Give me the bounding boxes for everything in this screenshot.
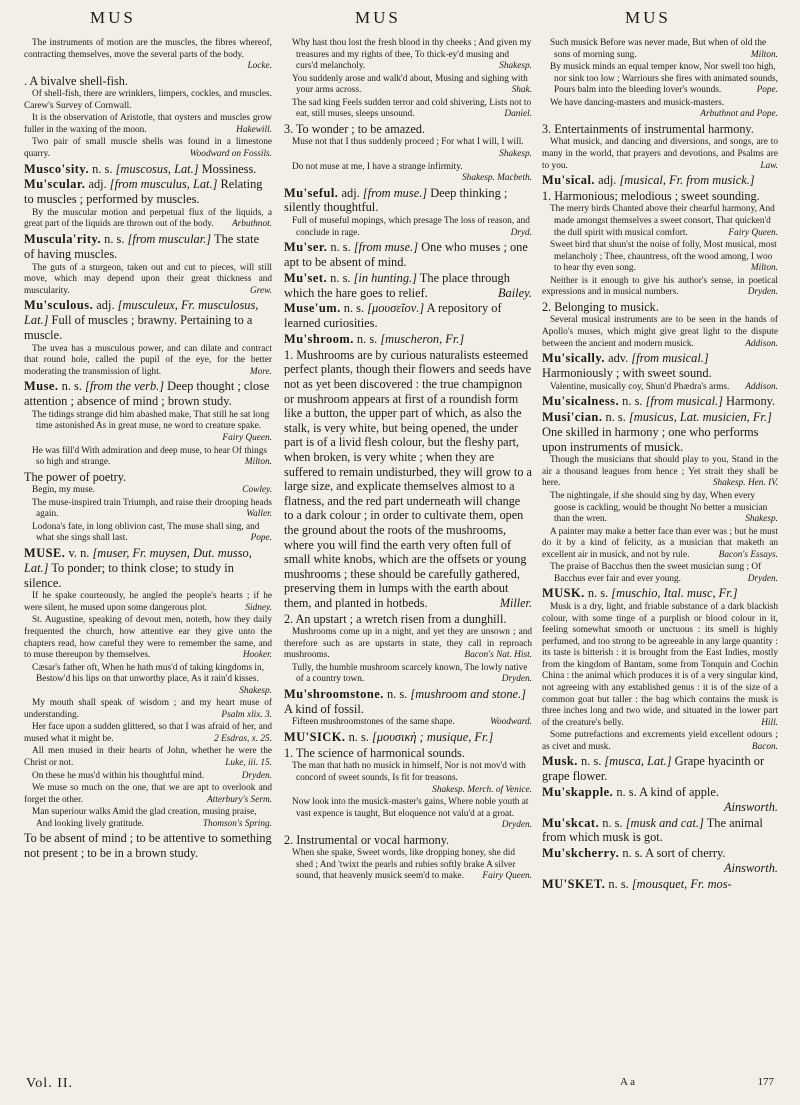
verse-quotation (542, 382, 778, 394)
definition: A sort of cherry. (642, 846, 726, 861)
verse-quotation (284, 848, 532, 883)
header-left: MUS (90, 8, 136, 27)
verse-quotation (542, 38, 778, 61)
quotation-text: The merry birds Chanted above their chearful harmony, And made amongst themselves a sweet consort, That quicken'd the dull spirit with musical comfort. (550, 204, 775, 238)
source-citation: Miller. (499, 595, 532, 610)
source-citation: Bacon. (751, 741, 778, 752)
verse-quotation (284, 74, 532, 97)
definition: Mossiness. (198, 161, 257, 176)
source-citation: Ainsworth. (723, 799, 778, 814)
source-citation: Woodward. (490, 717, 532, 728)
source-citation: Thomson's Spring. (202, 818, 272, 829)
dictionary-entry (24, 177, 272, 207)
definition: One who muses ; one apt to be absent of mind. (284, 240, 528, 270)
source-citation: Hooker. (242, 650, 272, 661)
quotation-text: The tidings strange did him abashed make, That still he sat long time astonished As in great muse, ne word to creature spake. (32, 409, 270, 432)
quotation-text: We have dancing-masters and musick-masters. (550, 97, 725, 108)
source-citation: Dryden. (501, 674, 532, 685)
sense-text: The power of poetry. (24, 469, 127, 484)
grammar-label: n. s. (613, 784, 637, 799)
sense-definition (284, 348, 532, 611)
source-citation: Milton. (244, 457, 272, 468)
dictionary-entry (542, 785, 778, 815)
grammar-label: n. s. (327, 240, 351, 255)
grammar-label: n. s. (605, 876, 629, 891)
quotation-text: Fifteen mushroomstones of the same shape. (292, 717, 455, 728)
definition: One skilled in harmony ; one who performs upon instruments of musick. (542, 424, 759, 454)
quotation-text: Muse not that I thus suddenly proceed ; For what I will, I will. (292, 137, 524, 148)
sense-text: To be absent of mind ; to be attentive to something not present ; to be in a brown study. (24, 831, 272, 860)
headword: Mu'sicalness. (542, 394, 620, 409)
etymology: [muscheron, Fr.] (377, 332, 465, 347)
grammar-label: n. s. (619, 394, 643, 409)
dictionary-entry (24, 298, 272, 342)
sense-text: 1. Mushrooms are by curious naturalists esteemed perfect plants, though their flowers and seeds have not as yet been discovered : the true champignon or mushroom appears at first of a roundish form like a button, the upper part of which, as also the stalk, is very white, but being opened, the under part is of a livid flesh colour, but the fleshy part, when broken, is very white ; when they are suffered to remain undisturbed, they will grow to a large size, and explicate themselves almost to a flatness, and the red part underneath will change to a dark colour ; in order to cultivate them, open the ground about the roots of the mushrooms, where you will find the earth very often full of small white knobs, which are the offsets or young mushrooms ; these should be carefully gathered, preserving them in lumps with the earth about them, and planted in hotbeds. (284, 347, 532, 610)
headword: Mu'sically. (542, 351, 605, 366)
source-citation: Dryd. (510, 227, 532, 238)
headword: Musco'sity. (24, 161, 90, 176)
dictionary-entry (542, 846, 778, 876)
source-citation: Sidney. (245, 602, 272, 613)
grammar-label: n. s. (353, 332, 378, 347)
etymology: [from muse.] (350, 240, 419, 255)
etymology: [muser, Fr. muysen, Dut. musso, Lat.] (24, 545, 252, 575)
quotation-text: A painter may make a better face than ever was ; but he must do it by a kind of felicity, as a musician that maketh an excellent air in musick, and not by rule. (542, 526, 778, 560)
grammar-label: n. s. (345, 730, 369, 745)
prose-quotation (24, 698, 272, 721)
prose-quotation (542, 602, 778, 729)
sense-text: 2. Instrumental or vocal harmony. (284, 832, 450, 847)
grammar-label: adv. (604, 351, 629, 366)
etymology: [mousquet, Fr. mos- (628, 876, 732, 891)
quotation-text: We muse so much on the one, that we are apt to overlook and forget the other. (24, 783, 272, 805)
verse-quotation (542, 62, 778, 97)
source-citation: Psalm xlix. 3. (221, 709, 272, 720)
quotation-text: Such musick Before was never made, But when of old the sons of morning sung. (550, 38, 767, 60)
quotation-text: When she spake, Sweet words, like dropping honey, she did shed ; And 'twixt the pearls and rubies softly brake A silver sound, that heavenly musick seem'd to make. (292, 848, 516, 882)
sense-text: 1. Harmonious; melodious ; sweet sounding. (542, 188, 760, 203)
etymology: [musical, Fr. from musick.] (616, 173, 755, 188)
quotation-text: Musk is a dry, light, and friable substance of a dark blackish colour, with some tinge of a purplish or blood colour in it, feeling somewhat smooth or unctuous : its smell is highly perfumed, and too strong to be agreeable in any large quantity : its taste is bitterish : it is brought from the East Indies, mostly from the kingdom of Bantam, some from Tonquin and Cochin China : the animal which produces it is of a very singular kind, not agreeing with any established genus : it is of the size of a common goat but taller : the bag which contains the musk is three inches long and two wide, and situated in the lower part of the creature's belly. (542, 602, 778, 728)
prose-quotation (24, 38, 272, 73)
grammar-label: adj. (338, 185, 360, 200)
sense-definition (24, 470, 272, 485)
sense-definition (284, 612, 532, 627)
quotation-text: He was fill'd With admiration and deep muse, to hear Of things so high and strange. (32, 445, 268, 468)
quotation-text: Of shell-fish, there are wrinklers, limpers, cockles, and muscles. Carew's Survey of Cornwall. (24, 89, 272, 111)
verse-quotation (284, 98, 532, 121)
prose-quotation (542, 137, 778, 172)
quotation-text: The sad king Feels sudden terror and cold shivering, Lists not to eat, still muses, sleeps unsound. (292, 97, 532, 120)
verse-quotation (284, 663, 532, 686)
quotation-text: The muse-inspired train Triumph, and raise their drooping heads again. (32, 497, 272, 520)
headword: MUSE. (24, 545, 66, 560)
sense-text: 3. To wonder ; to be amazed. (284, 121, 426, 136)
headword: Mu'skapple. (542, 784, 614, 799)
headword: Muse'um. (284, 301, 341, 316)
etymology: [from muscular.] (124, 232, 212, 246)
volume-label: Vol. II. (26, 1076, 74, 1091)
page-number: 177 (757, 1076, 774, 1088)
prose-quotation (24, 783, 272, 806)
quotation-text: Do not muse at me, I have a strange infirmity. (292, 161, 463, 172)
dictionary-entry (284, 301, 532, 331)
source-citation: Cowley. (242, 485, 272, 496)
definition: Deep thinking ; silently thoughtful. (284, 185, 508, 215)
dictionary-entry (24, 232, 272, 262)
quotation-text: The praise of Bacchus then the sweet musician sung ; Of Bacchus ever fair and ever young. (550, 562, 762, 584)
quotation-text: The man that hath no musick in himself, Nor is not mov'd with concord of sweet sounds, Is fit for treasons. (292, 761, 526, 783)
verse-quotation (24, 522, 272, 545)
quotation-text: The instruments of motion are the muscles, the fibres whereof, contracting themselves, move the several parts of the body. (24, 38, 272, 60)
etymology: [from musical.] (642, 394, 723, 409)
headword: MUSK. (542, 586, 585, 601)
prose-quotation (24, 722, 272, 745)
dictionary-entry (284, 687, 532, 717)
source-citation: Grew. (250, 285, 272, 296)
verse-quotation (24, 410, 272, 445)
etymology: [musicus, Lat. musicien, Fr.] (625, 410, 772, 424)
dictionary-entry (542, 351, 778, 381)
etymology: [musk and cat.] (622, 815, 704, 830)
quotation-text: Lodona's fate, in long oblivion cast, The muse shall sing, and what she sings shall last. (32, 521, 260, 544)
etymology: [muscosus, Lat.] (112, 161, 199, 176)
dictionary-entry (542, 754, 778, 784)
quotation-text: Full of museful mopings, which presage The loss of reason, and conclude in rage. (292, 216, 530, 238)
source-citation: Addison. (745, 338, 778, 349)
source-citation: Woodward on Fossils. (189, 148, 272, 159)
signature-mark: A a (620, 1076, 635, 1088)
verse-quotation (24, 446, 272, 469)
source-citation: Shakesp. Macbeth. (462, 173, 532, 184)
dictionary-entry (284, 730, 532, 745)
source-citation: Milton. (750, 49, 778, 60)
definition: Full of muscles ; brawny. Pertaining to a muscle. (24, 313, 253, 342)
source-citation: Shakesp. (499, 148, 532, 159)
headword: Mu'shroom. (284, 332, 354, 347)
quotation-text: St. Augustine, speaking of devout men, noteth, how they daily frequented the church, how attentive ear they give unto the chapters read, how careful they were to remember the same, and to muse thereupon by themselves. (24, 615, 272, 661)
etymology: [from musculus, Lat.] (106, 177, 218, 192)
grammar-label: n. s. (58, 379, 82, 394)
etymology: [mushroom and stone.] (407, 686, 526, 701)
verse-quotation (284, 797, 532, 832)
prose-quotation (284, 627, 532, 662)
quotation-text: Now look into the musick-master's gains, Where noble youth at vast expence is taught, But eloquence not valu'd at a groat. (292, 797, 529, 819)
source-citation: Atterbury's Serm. (207, 794, 272, 805)
definition: Relating to muscles ; performed by muscles. (24, 177, 263, 207)
sense-text: 2. An upstart ; a wretch risen from a dunghill. (284, 611, 507, 626)
dictionary-entry (24, 546, 272, 590)
source-citation: 2 Esdras, x. 25. (214, 733, 272, 744)
prose-quotation (542, 730, 778, 753)
headword: Mu'ser. (284, 240, 328, 255)
dictionary-entry (284, 332, 532, 347)
definition: The state of having muscles. (24, 232, 260, 261)
etymology: [μουσεῖον.] (364, 301, 425, 316)
source-citation: Shakesp. Hen. IV. (712, 478, 778, 489)
quotation-text: Man superiour walks Amid the glad creation, musing praise, And looking lively gratitude. (32, 807, 257, 829)
headword: Mu'skcat. (542, 815, 600, 830)
quotation-text: Several musical instruments are to be seen in the hands of Apollo's muses, which might give great light to the dispute between the ancient and modern musick. (542, 315, 778, 349)
quotation-text: Cæsar's father oft, When he hath mus'd of taking kingdoms in, Bestow'd his lips on that unworthy place, As it rain'd kisses. (32, 662, 264, 685)
source-citation: Arbuthnot and Pope. (700, 109, 778, 120)
source-citation: Milton. (750, 263, 778, 274)
source-citation: Fairy Queen. (728, 227, 778, 238)
verse-quotation (542, 240, 778, 275)
source-citation: Shakesp. (499, 61, 532, 72)
source-citation: Shakesp. Merch. of Venice. (432, 784, 532, 795)
quotation-text: Her face upon a sudden glittered, so that I was afraid of her, and mused what it might be. (24, 722, 272, 744)
etymology: [μουσικὴ ; musique, Fr.] (368, 730, 494, 745)
source-citation: Ainsworth. (723, 860, 778, 875)
dictionary-entry (24, 162, 272, 177)
headword: Mu'scular. (24, 177, 86, 192)
source-citation: Pope. (756, 85, 778, 96)
definition: The animal from which musk is got. (542, 815, 763, 845)
definition: A repository of learned curiosities. (284, 301, 502, 331)
quotation-text: By the muscular motion and perpetual flux of the liquids, a great part of the liquids are thrown out of the body. (24, 207, 272, 230)
grammar-label: v. n. (65, 545, 90, 560)
source-citation: Waller. (246, 509, 272, 520)
dictionary-entry (24, 379, 272, 409)
etymology: [musculeux, Fr. musculosus, Lat.] (24, 298, 259, 328)
source-citation: Dryden. (501, 820, 532, 831)
grammar-label: adj. (93, 298, 115, 313)
column-left (24, 38, 272, 1068)
grammar-label: n. s. (101, 232, 125, 246)
sense-text: 3. Entertainments of instrumental harmony. (542, 121, 754, 136)
prose-quotation (542, 455, 778, 490)
etymology: [from muse.] (359, 185, 428, 200)
headword: Mu'sculous. (24, 298, 94, 313)
headword: Mu'skcherry. (542, 846, 620, 861)
quotation-text: The uvea has a musculous power, and can dilate and contract that round hole, called the pupil of the eye, for the better moderating the transmission of light. (24, 343, 272, 377)
quotation-text: On these he mus'd within his thoughtful mind. (32, 770, 205, 781)
verse-quotation (24, 485, 272, 497)
sense-definition (284, 122, 532, 137)
dictionary-entry (542, 410, 778, 454)
prose-quotation (24, 113, 272, 136)
prose-quotation (24, 591, 272, 614)
quotation-text: Tully, the humble mushroom scarcely known, The lowly native of a country town. (292, 662, 528, 685)
quotation-text: What musick, and dancing and diversions, and songs, are to many in the world, that prayers and devotions, and Psalms are to you. (542, 137, 778, 171)
grammar-label: adj. (85, 177, 107, 192)
source-citation: Pope. (250, 533, 272, 544)
prose-quotation (24, 344, 272, 379)
verse-quotation (284, 38, 532, 73)
headword: Mu'set. (284, 270, 328, 285)
quotation-text: By musick minds an equal temper know, Nor swell too high, nor sink too low ; Warriours she fires with animated sounds, Pours balm into the bleeding lover's wounds. (550, 62, 778, 96)
dictionary-entry (542, 816, 778, 846)
running-header (0, 8, 800, 30)
source-citation: Hakewill. (236, 124, 272, 135)
definition: The place through which the hare goes to relief. (284, 270, 510, 300)
headword: Musk. (542, 754, 578, 769)
prose-quotation (284, 717, 532, 729)
sense-definition (284, 746, 532, 761)
quotation-text: Begin, my muse. (32, 485, 96, 496)
prose-quotation (542, 527, 778, 562)
headword: Mu'seful. (284, 185, 339, 200)
definition: Grape hyacinth or grape flower. (542, 754, 765, 784)
definition: Deep thought ; close attention ; absence of mind ; brown study. (24, 379, 270, 409)
verse-quotation (284, 162, 532, 185)
verse-quotation (542, 562, 778, 585)
quotation-text: The nightingale, if she should sing by day, When every goose is cackling, would be thought No better a musician than the wren. (550, 491, 768, 525)
prose-quotation (24, 746, 272, 769)
headword: Muse. (24, 379, 59, 394)
quotation-text: Sweet bird that shun'st the noise of folly, Most musical, most melancholy ; Thee, chauntress, oft the wood among, I woo to hear thy even song. (550, 240, 777, 274)
source-citation: Shakesp. (239, 685, 272, 696)
quotation-text: Valentine, musically coy, Shun'd Phædra's arms. (550, 381, 730, 392)
verse-quotation (24, 498, 272, 521)
prose-quotation (24, 263, 272, 298)
quotation-text: Neither is it enough to give his author's sense, in poetical expressions and in musical numbers. (542, 275, 778, 298)
source-citation: Law. (760, 160, 778, 171)
prose-quotation (24, 89, 272, 112)
definition: Harmony. (722, 394, 776, 409)
quotation-text: It is the observation of Aristotle, that oysters and muscles grow fuller in the waxing of the moon. (24, 113, 272, 135)
source-citation: Locke. (247, 61, 272, 72)
verse-quotation (284, 216, 532, 239)
source-citation: Shak. (511, 85, 532, 96)
dictionary-entry (284, 271, 532, 301)
sense-definition (24, 831, 272, 860)
quotation-text: Mushrooms come up in a night, and yet they are unsown ; and therefore such as are upstarts in state, they call in reproach mushrooms. (284, 627, 532, 661)
source-citation: Fairy Queen. (222, 432, 272, 443)
quotation-text: You suddenly arose and walk'd about, Musing and sighing with your arms across. (292, 73, 528, 96)
grammar-label: adj. (595, 173, 617, 188)
source-citation: Bacon's Nat. Hist. (464, 650, 532, 661)
verse-quotation (542, 204, 778, 239)
source-citation: Dryden. (747, 573, 778, 584)
verse-quotation (24, 807, 272, 830)
sense-text: 1. The science of harmonical sounds. (284, 745, 465, 760)
grammar-label: n. s. (577, 754, 602, 769)
source-citation: Hill. (761, 717, 778, 728)
sense-text: . A bivalve shell-fish. (24, 73, 128, 88)
definition: To ponder; to think close; to study in silence. (24, 560, 234, 590)
sense-definition (24, 74, 272, 89)
etymology: [musca, Lat.] (601, 754, 672, 769)
sense-definition (284, 833, 532, 848)
dictionary-entry (542, 877, 778, 892)
prose-quotation (24, 208, 272, 231)
verse-quotation (24, 771, 272, 783)
sense-definition (542, 189, 778, 204)
headword: Mu'sical. (542, 173, 596, 188)
column-middle (284, 38, 532, 1068)
sense-definition (542, 300, 778, 315)
grammar-label: n. s. (89, 161, 113, 176)
grammar-label: n. s. (383, 686, 408, 701)
source-citation: Daniel. (504, 109, 532, 120)
etymology: [in hunting.] (350, 270, 417, 285)
headword: Muscula'rity. (24, 232, 102, 246)
dictionary-entry (542, 394, 778, 409)
definition: Harmoniously ; with sweet sound. (542, 365, 712, 380)
headword: Musi'cian. (542, 410, 603, 424)
header-right: MUS (625, 8, 671, 27)
definition: A kind of apple. (636, 784, 719, 799)
verse-quotation (542, 491, 778, 526)
grammar-label: n. s. (584, 586, 609, 601)
grammar-label: n. s. (602, 410, 626, 424)
prose-quotation (542, 315, 778, 350)
verse-quotation (284, 137, 532, 160)
headword: MU'SKET. (542, 876, 606, 891)
source-citation: Bacon's Essays. (718, 549, 778, 560)
source-citation: Luke, iii. 15. (225, 757, 272, 768)
quotation-text: Some putrefactions and excrements yield excellent odours ; as civet and musk. (542, 730, 778, 752)
source-citation: Dryden. (241, 770, 272, 781)
quotation-text: The guts of a sturgeon, taken out and cut to pieces, will still move, which may depend upon their great thickness and muscularity. (24, 262, 272, 296)
prose-quotation (24, 137, 272, 160)
grammar-label: n. s. (599, 815, 623, 830)
definition: A kind of fossil. (284, 701, 364, 716)
etymology: [from the verb.] (81, 379, 165, 394)
prose-quotation (542, 276, 778, 299)
quotation-text: If he spake courteously, he angled the people's hearts ; if he were silent, he mused upon some dangerous plot. (24, 591, 272, 613)
prose-quotation (542, 98, 778, 121)
dictionary-entry (284, 240, 532, 270)
source-citation: More. (249, 366, 272, 377)
grammar-label: n. s. (619, 846, 643, 861)
sense-text: 2. Belonging to musick. (542, 299, 659, 314)
quotation-text: Two pair of small muscle shells was found in a limestone quarry. (24, 137, 272, 159)
verse-quotation (24, 663, 272, 698)
etymology: [from musical.] (628, 351, 709, 366)
dictionary-entry (542, 586, 778, 601)
grammar-label: n. s. (340, 301, 365, 316)
quotation-text: Though the musicians that should play to you, Stand in the air a thousand leagues from hence ; Yet strait they shall be here. (542, 455, 778, 489)
source-citation: Dryden. (747, 287, 778, 298)
source-citation: Bailey. (497, 285, 532, 300)
headword: MU'SICK. (284, 730, 346, 745)
etymology: [muschio, Ital. musc, Fr.] (608, 586, 738, 601)
sense-definition (542, 122, 778, 137)
prose-quotation (24, 615, 272, 661)
verse-quotation (284, 761, 532, 796)
source-citation: Shakesp. (745, 514, 778, 525)
source-citation: Arbuthnot. (231, 219, 272, 230)
column-right (542, 38, 778, 1068)
header-center: MUS (355, 8, 401, 27)
quotation-text: Why hast thou lost the fresh blood in thy cheeks ; And given my treasures and my rights of thee, To thick-ey'd musing and curs'd melancholy. (292, 38, 532, 72)
dictionary-entry (542, 173, 778, 188)
source-citation: Fairy Queen. (482, 871, 532, 882)
source-citation: Addison. (745, 381, 778, 392)
dictionary-entry (284, 186, 532, 216)
quotation-text: My mouth shall speak of wisdom ; and my heart muse of understanding. (24, 698, 272, 720)
headword: Mu'shroomstone. (284, 686, 384, 701)
grammar-label: n. s. (327, 270, 351, 285)
quotation-text: All men mused in their hearts of John, whether he were the Christ or not. (24, 746, 272, 768)
